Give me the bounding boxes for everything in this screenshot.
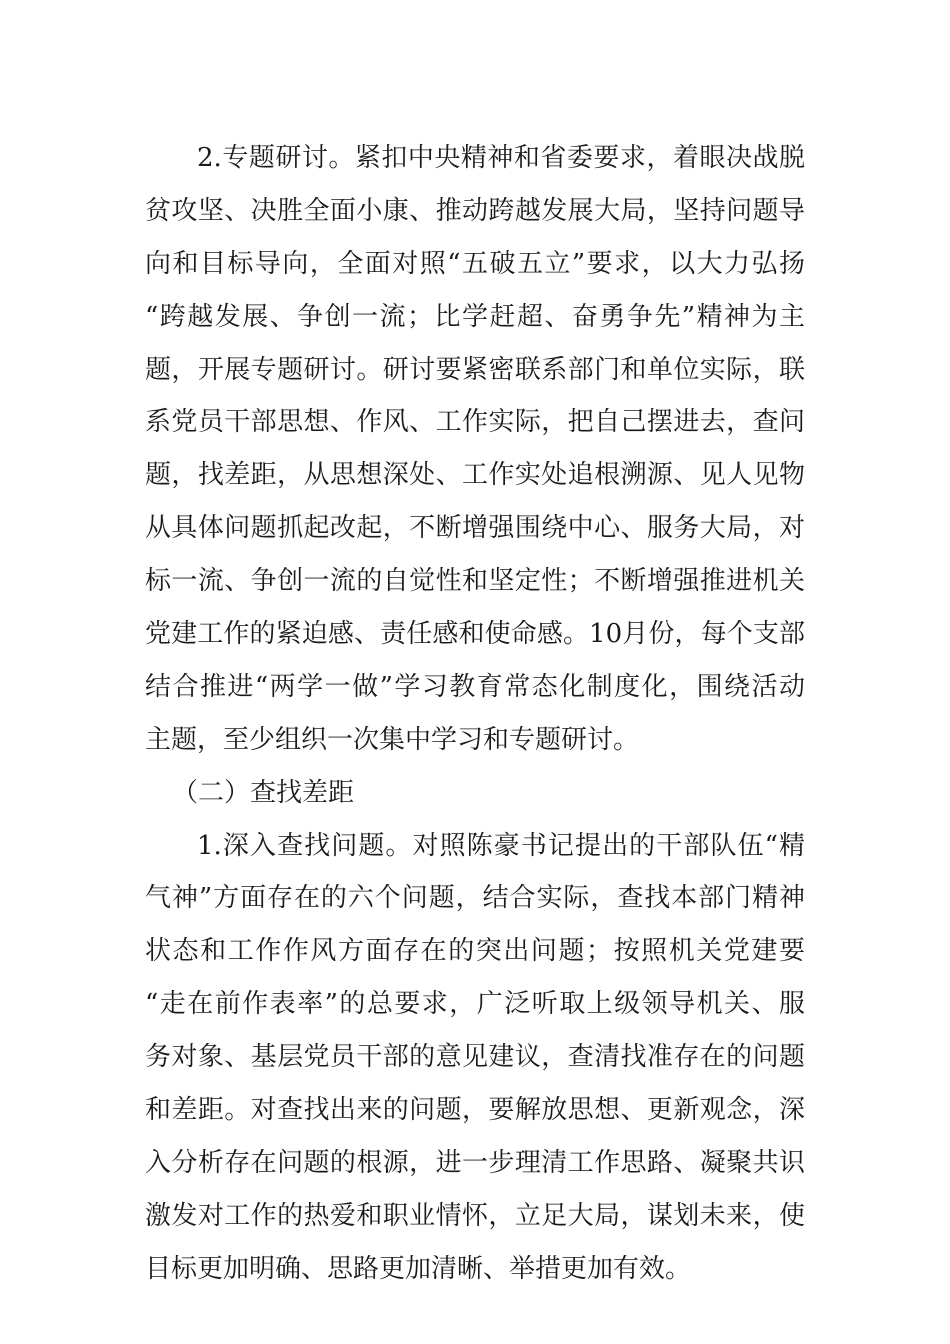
- paragraph-line: 向和目标导向，全面对照“五破五立”要求，以大力弘扬: [145, 248, 805, 279]
- paragraph-line: “跨越发展、争创一流；比学赶超、奋勇争先”精神为主: [145, 301, 805, 332]
- paragraph-line: 题，找差距，从思想深处、工作实处追根溯源、见人见物: [145, 460, 805, 491]
- paragraph-line: 系党员干部思想、作风、工作实际，把自己摆进去，查问: [145, 407, 805, 438]
- paragraph-line: 党建工作的紧迫感、责任感和使命感。10月份，每个支部: [145, 619, 805, 650]
- paragraph-line: 气神”方面存在的六个问题，结合实际，查找本部门精神: [145, 883, 805, 914]
- paragraph-line: 激发对工作的热爱和职业情怀，立足大局，谋划未来，使: [145, 1200, 805, 1231]
- paragraph-line: 标一流、争创一流的自觉性和坚定性；不断增强推进机关: [145, 566, 805, 597]
- paragraph-line: 和差距。对查找出来的问题，要解放思想、更新观念，深: [145, 1095, 805, 1126]
- paragraph-line: “走在前作表率”的总要求，广泛听取上级领导机关、服: [145, 989, 805, 1020]
- paragraph-line: 务对象、基层党员干部的意见建议，查清找准存在的问题: [145, 1042, 805, 1073]
- paragraph-line: 状态和工作作风方面存在的突出问题；按照机关党建要: [145, 936, 805, 967]
- paragraph-line: 主题，至少组织一次集中学习和专题研讨。: [145, 724, 640, 755]
- paragraph-line: 入分析存在问题的根源，进一步理清工作思路、凝聚共识: [145, 1147, 805, 1178]
- document-body: [145, 132, 805, 1296]
- paragraph-line: 贫攻坚、决胜全面小康、推动跨越发展大局，坚持问题导: [145, 195, 805, 226]
- paragraph-line: 目标更加明确、思路更加清晰、举措更加有效。: [145, 1253, 692, 1284]
- paragraph-line: 2.专题研讨。紧扣中央精神和省委要求，着眼决战脱: [197, 143, 805, 173]
- paragraph-line: 题，开展专题研讨。研讨要紧密联系部门和单位实际，联: [145, 354, 805, 385]
- paragraph-line: 从具体问题抓起改起，不断增强围绕中心、服务大局，对: [145, 513, 805, 544]
- paragraph-line: 结合推进“两学一做”学习教育常态化制度化，围绕活动: [145, 671, 805, 702]
- paragraph-line: 1.深入查找问题。对照陈豪书记提出的干部队伍“精: [197, 830, 805, 861]
- section-heading: （二）查找差距: [172, 777, 355, 808]
